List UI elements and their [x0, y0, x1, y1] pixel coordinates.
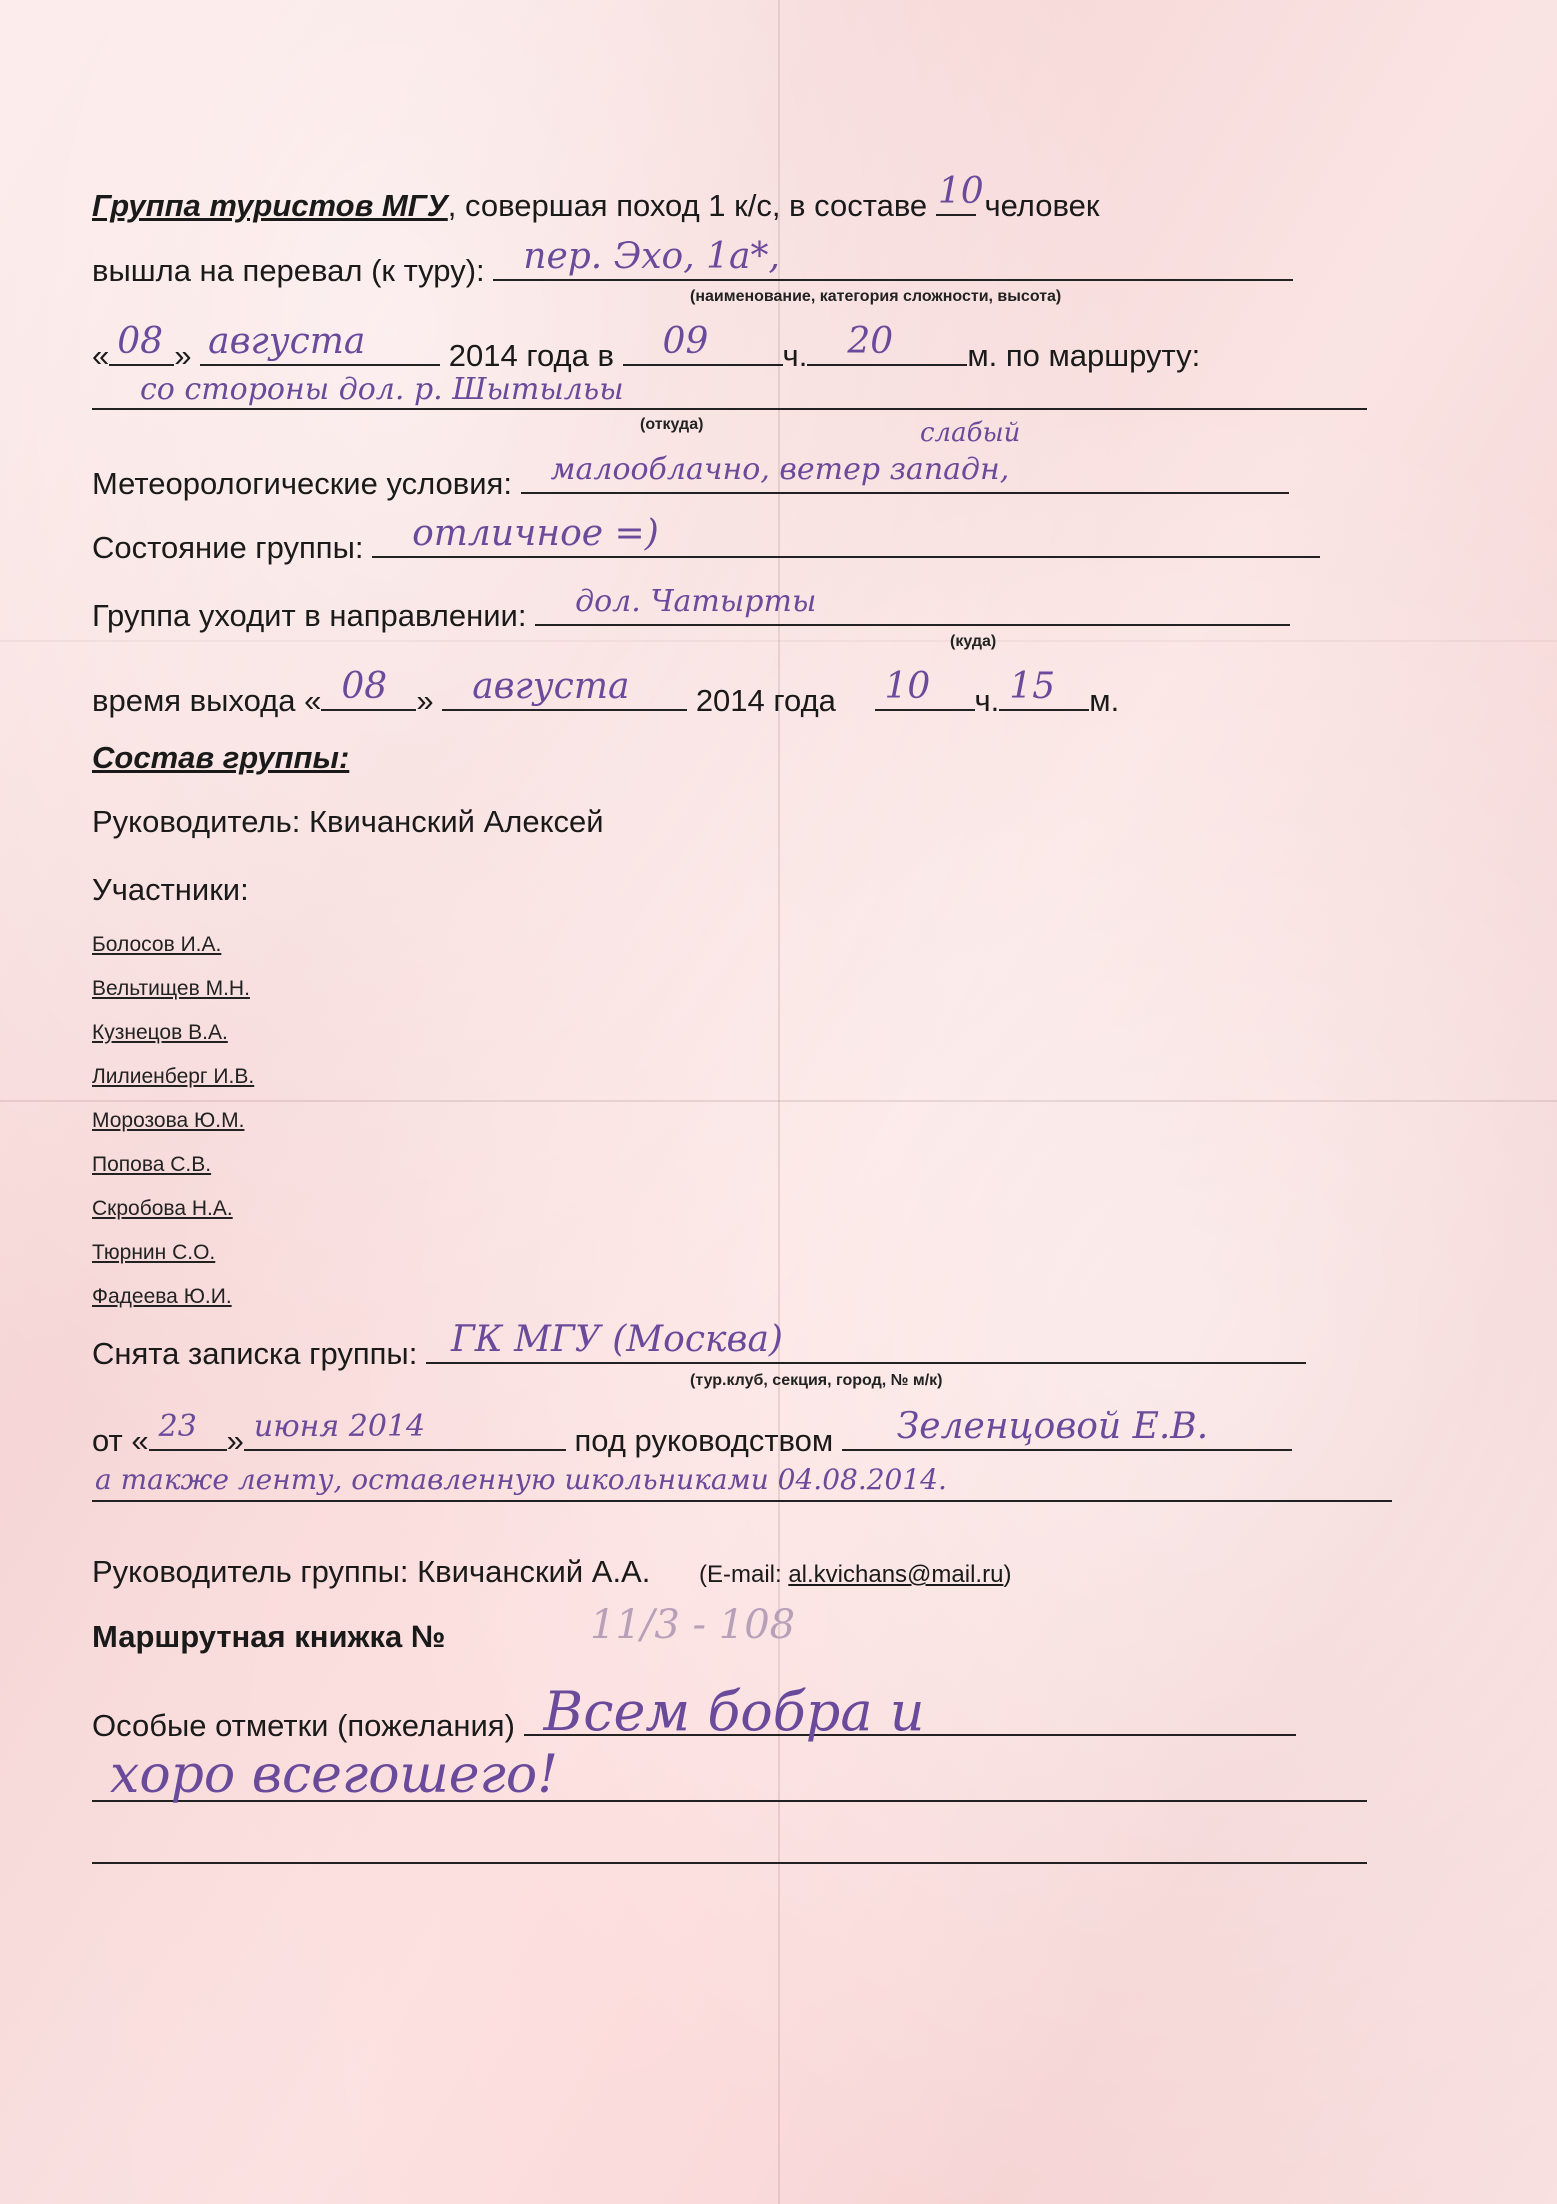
member-item: Скробова Н.А. — [92, 1197, 233, 1220]
direction-value: дол. Чатырты — [575, 584, 817, 619]
from-month-field — [244, 1409, 566, 1451]
date-row — [92, 321, 1467, 376]
exit-time-row — [92, 666, 1467, 721]
hour-value: 09 — [662, 321, 709, 362]
notes-label: Особые отметки (пожелания) — [92, 1708, 515, 1743]
weather-annotation: слабый — [920, 418, 1021, 448]
pass-value: пер. Эхо, 1а*, — [523, 236, 780, 277]
weather-label: Метеорологические условия: — [92, 466, 512, 501]
email-close: ) — [1003, 1561, 1012, 1588]
pass-field — [493, 236, 1293, 281]
exit-label: время выхода « — [92, 683, 322, 718]
email-block — [699, 1561, 1011, 1588]
exit-month-field — [442, 666, 687, 711]
email-link[interactable]: al.kvichans@mail.ru — [788, 1561, 1004, 1588]
notes-line2: хоро всегошего! — [110, 1745, 559, 1805]
weather-field — [521, 452, 1289, 494]
member-item: Тюрнин С.О. — [92, 1241, 216, 1264]
exit-hour-value: 10 — [884, 666, 931, 707]
note-taken-label: Снята записка группы: — [92, 1336, 418, 1371]
members-label: Участники: — [92, 872, 249, 907]
route-value: со стороны дол. р. Шытыльы — [140, 372, 624, 407]
member-item: Попова С.В. — [92, 1153, 212, 1176]
direction-label: Группа уходит в направлении: — [92, 598, 527, 633]
header-text: , совершая поход 1 к/с, в составе — [447, 188, 928, 223]
weather-row — [92, 452, 1467, 504]
header-row — [92, 171, 1467, 226]
day-field — [109, 321, 174, 366]
persons-label: человек — [984, 188, 1100, 223]
notes-row — [92, 1680, 1467, 1746]
state-field — [372, 513, 1320, 558]
weather-value: малооблачно, ветер западн, — [550, 452, 1010, 487]
book-value: 11/3 - 108 — [590, 1602, 796, 1648]
member-item: Кузнецов В.А. — [92, 1021, 228, 1044]
note-taken-row — [92, 1319, 1467, 1374]
count-field — [936, 171, 984, 216]
exit-minute-value: 15 — [1009, 666, 1056, 707]
from-extra: а также ленту, оставленную школьниками 04.08.2014. — [95, 1463, 947, 1496]
from-day-field — [149, 1409, 227, 1451]
member-item: Фадеева Ю.И. — [92, 1285, 232, 1308]
note-taken-hint: (тур.клуб, секция, город, № м/к) — [690, 1372, 943, 1389]
note-taken-value: ГК МГУ (Москва) — [450, 1319, 783, 1360]
route-hint: (откуда) — [640, 416, 704, 433]
exit-h-label: ч. — [974, 683, 1000, 718]
email-label: (E-mail: — [698, 1561, 782, 1588]
pass-row — [92, 236, 1467, 291]
note-taken-field — [426, 1319, 1306, 1364]
pass-label: вышла на перевал (к туру): — [92, 253, 485, 288]
from-middle: под руководством — [574, 1423, 834, 1458]
exit-m-label: м. — [1089, 683, 1120, 718]
quote-close: » — [174, 338, 192, 373]
m-label: м. по маршруту: — [967, 338, 1201, 373]
month-field — [200, 321, 440, 366]
exit-minute-field — [999, 666, 1089, 711]
leader-line: Руководитель: Квичанский Алексей — [92, 804, 604, 839]
from-row — [92, 1406, 1467, 1461]
year-text: 2014 года в — [448, 338, 614, 373]
exit-quote-close: » — [416, 683, 434, 718]
direction-hint: (куда) — [950, 633, 997, 650]
day-value: 08 — [117, 321, 164, 362]
from-month-value: июня 2014 — [253, 1409, 426, 1444]
direction-field — [535, 584, 1290, 626]
exit-month-value: августа — [472, 666, 630, 707]
leader-group-label: Руководитель группы: Квичанский А.А. — [92, 1554, 651, 1589]
exit-day-field — [321, 666, 416, 711]
group-label: Группа туристов МГУ — [92, 188, 448, 223]
minute-field — [807, 321, 967, 366]
from-leader-value: Зеленцовой Е.В. — [896, 1406, 1209, 1447]
from-leader-field — [842, 1406, 1292, 1451]
quote-open: « — [92, 338, 110, 373]
member-item: Лилиенберг И.В. — [92, 1065, 255, 1088]
composition-title: Состав группы: — [92, 740, 350, 775]
book-label: Маршрутная книжка № — [92, 1619, 446, 1654]
member-item: Морозова Ю.М. — [92, 1109, 245, 1132]
state-value: отличное =) — [412, 513, 659, 554]
pass-hint: (наименование, категория сложности, высота) — [690, 288, 1062, 305]
member-item: Болосов И.А. — [92, 933, 222, 956]
notes-line-3 — [92, 1862, 1367, 1864]
notes-field — [524, 1680, 1296, 1743]
leader-group-row — [92, 1552, 1467, 1595]
member-item: Вельтищев М.Н. — [92, 977, 250, 1000]
state-label: Состояние группы: — [92, 530, 364, 565]
exit-day-value: 08 — [341, 666, 388, 707]
notes-line1: Всем бобра и — [543, 1680, 925, 1743]
month-value: августа — [208, 321, 366, 362]
exit-year-text: 2014 года — [695, 683, 836, 718]
from-quote-close: » — [226, 1423, 244, 1458]
exit-hour-field — [875, 666, 975, 711]
minute-value: 20 — [847, 321, 894, 362]
h-label: ч. — [782, 338, 808, 373]
count-value: 10 — [937, 171, 984, 212]
direction-row — [92, 584, 1467, 636]
from-prefix: от « — [92, 1423, 149, 1458]
state-row — [92, 513, 1467, 568]
from-day-value: 23 — [158, 1409, 197, 1444]
hour-field — [623, 321, 783, 366]
